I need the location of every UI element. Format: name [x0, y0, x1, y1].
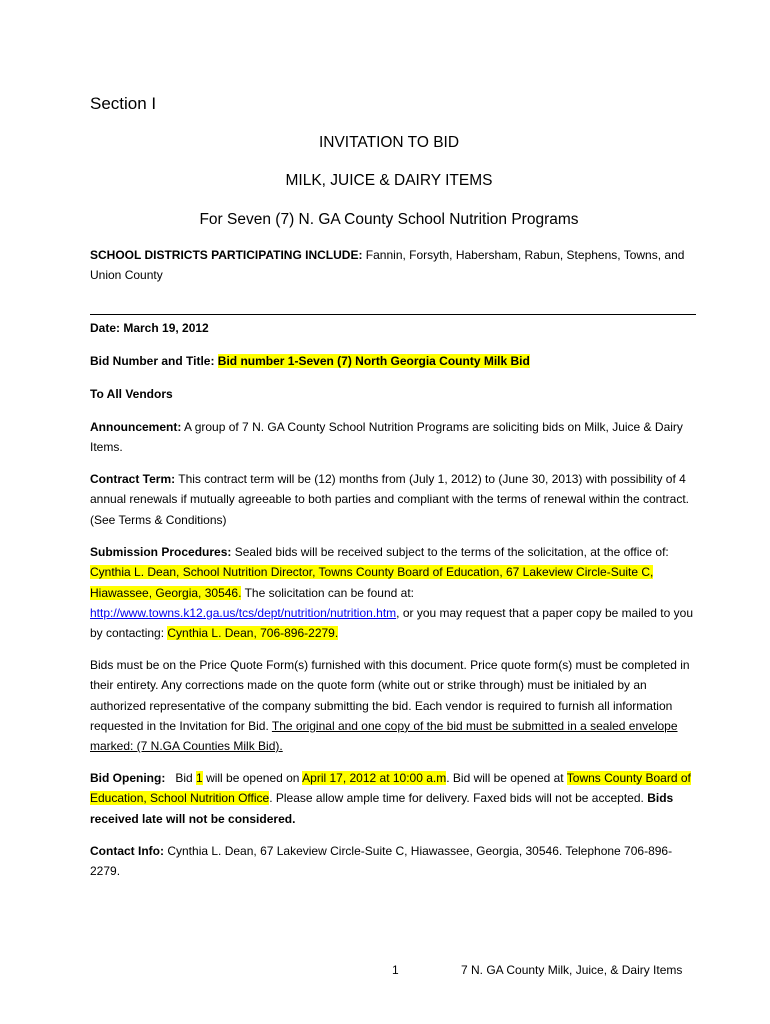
document-title: INVITATION TO BID: [318, 134, 460, 151]
submission-text: Sealed bids will be received subject to the terms of the solicitation, at the office of:: [234, 545, 669, 559]
bids-underlined-text: The original and one copy of the bid must be submitted in a sealed envelope marked: (7 N.GA Counties Milk Bid).: [90, 718, 678, 754]
to-all-vendors: To All Vendors: [90, 387, 173, 401]
bids-text: Bids must be on the Price Quote Form(s) furnished with this document. Price quote form(s) must be completed in their entirety. Any corrections made on the quote form (white out or strike through) must be initialed by an authorized representative of the company submitting the bid. Each vendor is required to furnish all information requested in the Invitation for Bid.: [90, 658, 690, 733]
document-subtitle-programs: For Seven (7) N. GA County School Nutrition Programs: [199, 211, 579, 228]
document-subtitle: MILK, JUICE & DAIRY ITEMS: [285, 172, 493, 189]
date-line: Date: March 19, 2012: [90, 321, 209, 335]
bid-number-title: Bid number 1-Seven (7) North Georgia County Milk Bid: [217, 354, 530, 368]
bid-opening-label: Bid Opening:: [90, 771, 166, 785]
bids-paragraph: [90, 655, 700, 756]
submission-text-request: , or you may request that a paper copy be mailed to you by contacting:: [90, 605, 693, 641]
bid-opening-late-notice: Bids received late will not be considered.: [90, 791, 674, 826]
section-heading: Section I: [90, 94, 157, 113]
bid-opening-number: 1: [196, 771, 203, 785]
footer-title: 7 N. GA County Milk, Juice, & Dairy Items: [461, 963, 683, 977]
contract-term-label: Contract Term:: [90, 472, 176, 486]
bid-number-line: [90, 351, 700, 371]
announcement-text: A group of 7 N. GA County School Nutrition Programs are soliciting bids on Milk, Juice & Dairy Items.: [90, 420, 683, 455]
contract-term-paragraph: [90, 469, 700, 530]
bid-opening-text: Bid: [175, 771, 193, 785]
contract-term-text: This contract term will be (12) months from (July 1, 2012) to (June 30, 2013) with possibility of 4 annual renewals if mutually agreeable to both parties and compliant with the terms of renewal within the contract. (See Terms & Conditions): [90, 472, 689, 527]
submission-contact: Cynthia L. Dean, 706-896-2279.: [167, 626, 339, 641]
bid-opening-text-4: . Please allow ample time for delivery. Faxed bids will not be accepted.: [269, 791, 644, 806]
horizontal-divider: [90, 314, 696, 315]
contact-info-paragraph: [90, 841, 700, 882]
bid-opening-text-2: will be opened on: [206, 771, 300, 785]
submission-text-found: The solicitation can be found at:: [244, 585, 415, 600]
bid-opening-date: April 17, 2012 at 10:00 a.m: [302, 771, 447, 785]
submission-address: Cynthia L. Dean, School Nutrition Director, Towns County Board of Education, 67 Lakeview Circle-Suite C, Hiawassee, Georgia, 30546.: [90, 565, 654, 600]
submission-label: Submission Procedures:: [90, 545, 232, 559]
solicitation-link[interactable]: http://www.towns.k12.ga.us/tcs/dept/nutrition/nutrition.htm: [90, 605, 397, 620]
bid-number-label: Bid Number and Title:: [90, 354, 218, 368]
districts-label: SCHOOL DISTRICTS PARTICIPATING INCLUDE:: [90, 248, 363, 262]
districts-paragraph: [90, 245, 700, 286]
bid-opening-place: Towns County Board of Education, School Nutrition Office: [90, 771, 691, 806]
contact-info-label: Contact Info:: [90, 844, 164, 858]
announcement-label: Announcement:: [90, 420, 182, 434]
announcement-paragraph: [90, 417, 700, 458]
bid-opening-paragraph: [90, 768, 700, 829]
districts-text: Fannin, Forsyth, Habersham, Rabun, Stephens, Towns, and Union County: [90, 248, 685, 283]
contact-info-text: Cynthia L. Dean, 67 Lakeview Circle-Suite C, Hiawassee, Georgia, 30546. Telephone 706-896-2279.: [90, 844, 673, 879]
footer-page-number: 1: [392, 963, 399, 977]
submission-paragraph: [90, 542, 700, 643]
bid-opening-text-3: . Bid will be opened at: [446, 771, 564, 785]
